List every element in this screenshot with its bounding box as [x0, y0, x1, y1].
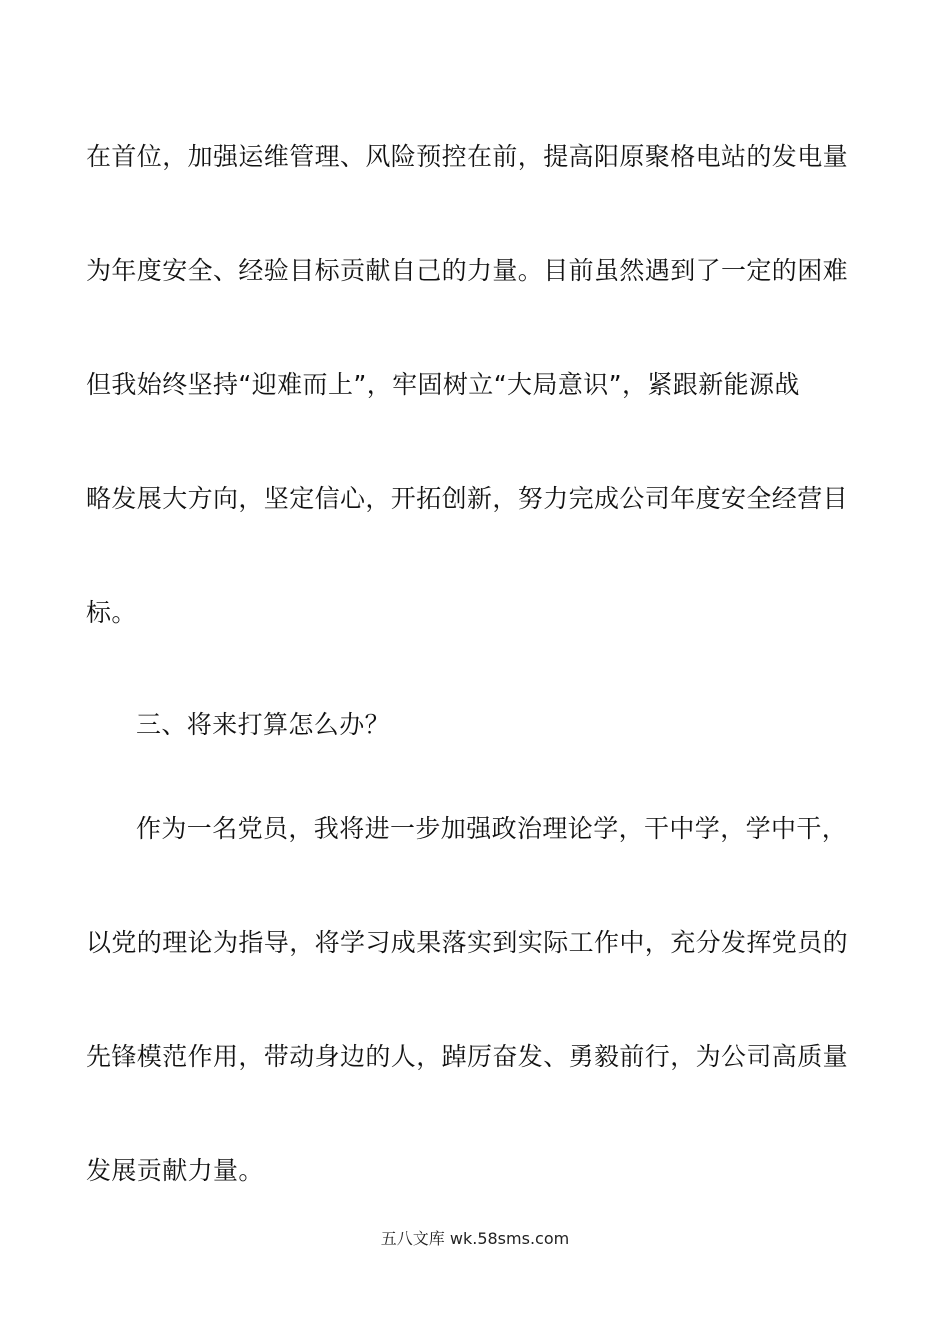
paragraph-line: 发展贡献力量。 — [86, 1156, 264, 1185]
paragraph-line: 先锋模范作用，带动身边的人，踔厉奋发、勇毅前行，为公司高质量 — [86, 1042, 849, 1071]
paragraph-line: 作为一名党员，我将进一步加强政治理论学，干中学，学中干， — [136, 814, 848, 843]
paragraph-line: 以党的理论为指导，将学习成果落实到实际工作中，充分发挥党员的 — [86, 928, 849, 957]
paragraph-line: 但我始终坚持“迎难而上”，牢固树立“大局意识”，紧跟新能源战 — [86, 370, 800, 399]
paragraph-line: 在首位，加强运维管理、风险预控在前，提高阳原聚格电站的发电量 — [86, 142, 849, 171]
paragraph-line: 为年度安全、经验目标贡献自己的力量。目前虽然遇到了一定的困难 — [86, 256, 849, 285]
section-heading: 三、将来打算怎么办？ — [136, 710, 391, 739]
footer-watermark-text: 五八文库 wk.58sms.com — [380, 1229, 570, 1248]
paragraph-line: 标。 — [86, 598, 137, 627]
paragraph-line: 略发展大方向，坚定信心，开拓创新，努力完成公司年度安全经营目 — [86, 484, 849, 513]
